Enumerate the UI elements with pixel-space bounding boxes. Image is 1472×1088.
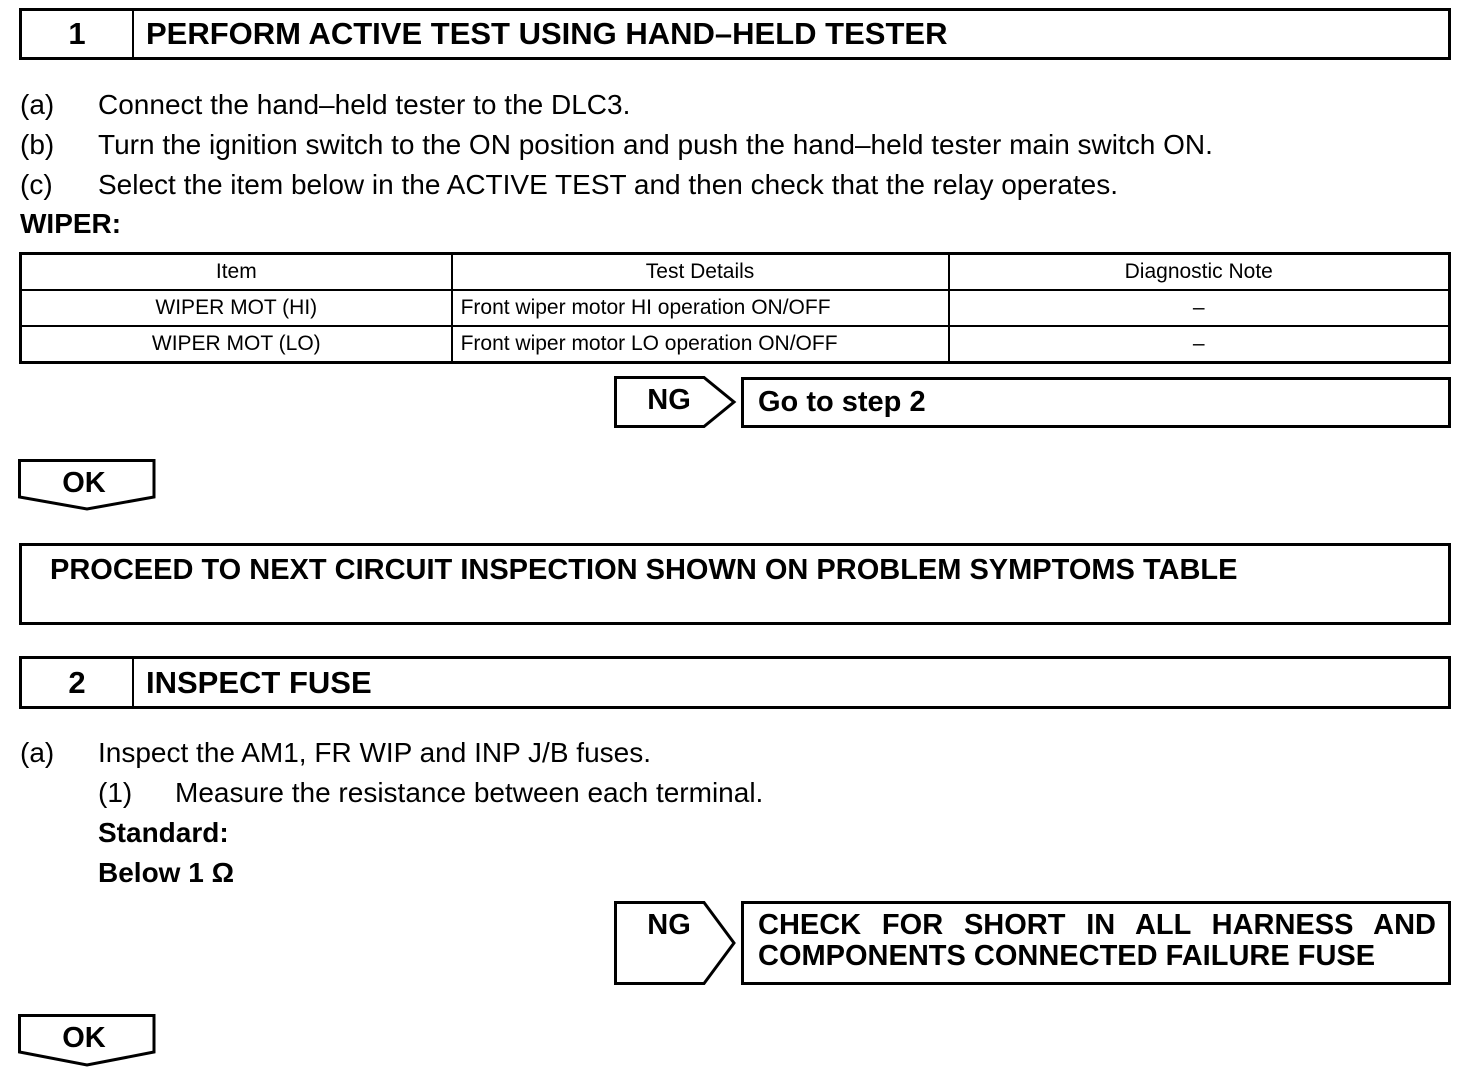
step-2-header bbox=[19, 656, 1451, 709]
standard-value: Below 1 Ω bbox=[98, 857, 235, 888]
instruction-text: Connect the hand–held tester to the DLC3. bbox=[98, 89, 631, 120]
instruction-text: Select the item below in the ACTIVE TEST and then check that the relay operates. bbox=[98, 169, 1118, 200]
step-1-header bbox=[19, 8, 1451, 60]
column-header: Test Details bbox=[452, 254, 949, 291]
proceed-box bbox=[19, 543, 1451, 625]
table-cell: – bbox=[949, 326, 1450, 363]
ng-result-box bbox=[741, 901, 1451, 985]
table-title: WIPER: bbox=[20, 208, 122, 239]
instruction-text: Turn the ignition switch to the ON position and push the hand–held tester main switch ON. bbox=[98, 129, 1213, 160]
instruction-marker: (a) bbox=[20, 89, 55, 120]
proceed-text: PROCEED TO NEXT CIRCUIT INSPECTION SHOWN ON PROBLEM SYMPTOMS TABLE bbox=[50, 554, 1238, 586]
ng-result-line: CHECK FOR SHORT IN ALL HARNESS AND bbox=[758, 910, 1436, 941]
step-number: 2 bbox=[22, 659, 134, 706]
ng-result-line: COMPONENTS CONNECTED FAILURE FUSE bbox=[758, 940, 1376, 972]
standard-label: Standard: bbox=[98, 817, 229, 848]
step-title: INSPECT FUSE bbox=[146, 664, 372, 700]
ng-label: NG bbox=[647, 384, 691, 416]
step-number: 1 bbox=[22, 11, 134, 57]
ng-result-text: Go to step 2 bbox=[758, 386, 926, 418]
table-row bbox=[21, 290, 1450, 326]
table-cell: – bbox=[949, 290, 1450, 326]
column-header: Item bbox=[21, 254, 452, 291]
ok-label: OK bbox=[62, 467, 106, 499]
ok-label: OK bbox=[62, 1022, 106, 1054]
table-cell: WIPER MOT (HI) bbox=[21, 290, 452, 326]
step-title: PERFORM ACTIVE TEST USING HAND–HELD TESTER bbox=[146, 16, 948, 51]
instruction-text: Inspect the AM1, FR WIP and INP J/B fuses. bbox=[98, 737, 651, 768]
table-cell: WIPER MOT (LO) bbox=[21, 326, 452, 363]
column-header: Diagnostic Note bbox=[949, 254, 1450, 291]
table-cell: Front wiper motor HI operation ON/OFF bbox=[452, 290, 949, 326]
instruction-marker: (c) bbox=[20, 169, 53, 200]
table-row bbox=[21, 326, 1450, 363]
instruction-text: Measure the resistance between each terminal. bbox=[175, 777, 764, 808]
instruction-marker: (b) bbox=[20, 129, 55, 160]
table-header-row bbox=[21, 254, 1450, 291]
wiper-active-test-table bbox=[19, 252, 1451, 364]
ng-result-box bbox=[741, 377, 1451, 428]
instruction-marker: (a) bbox=[20, 737, 55, 768]
table-cell: Front wiper motor LO operation ON/OFF bbox=[452, 326, 949, 363]
ng-label: NG bbox=[647, 909, 691, 941]
instruction-marker: (1) bbox=[98, 777, 133, 808]
